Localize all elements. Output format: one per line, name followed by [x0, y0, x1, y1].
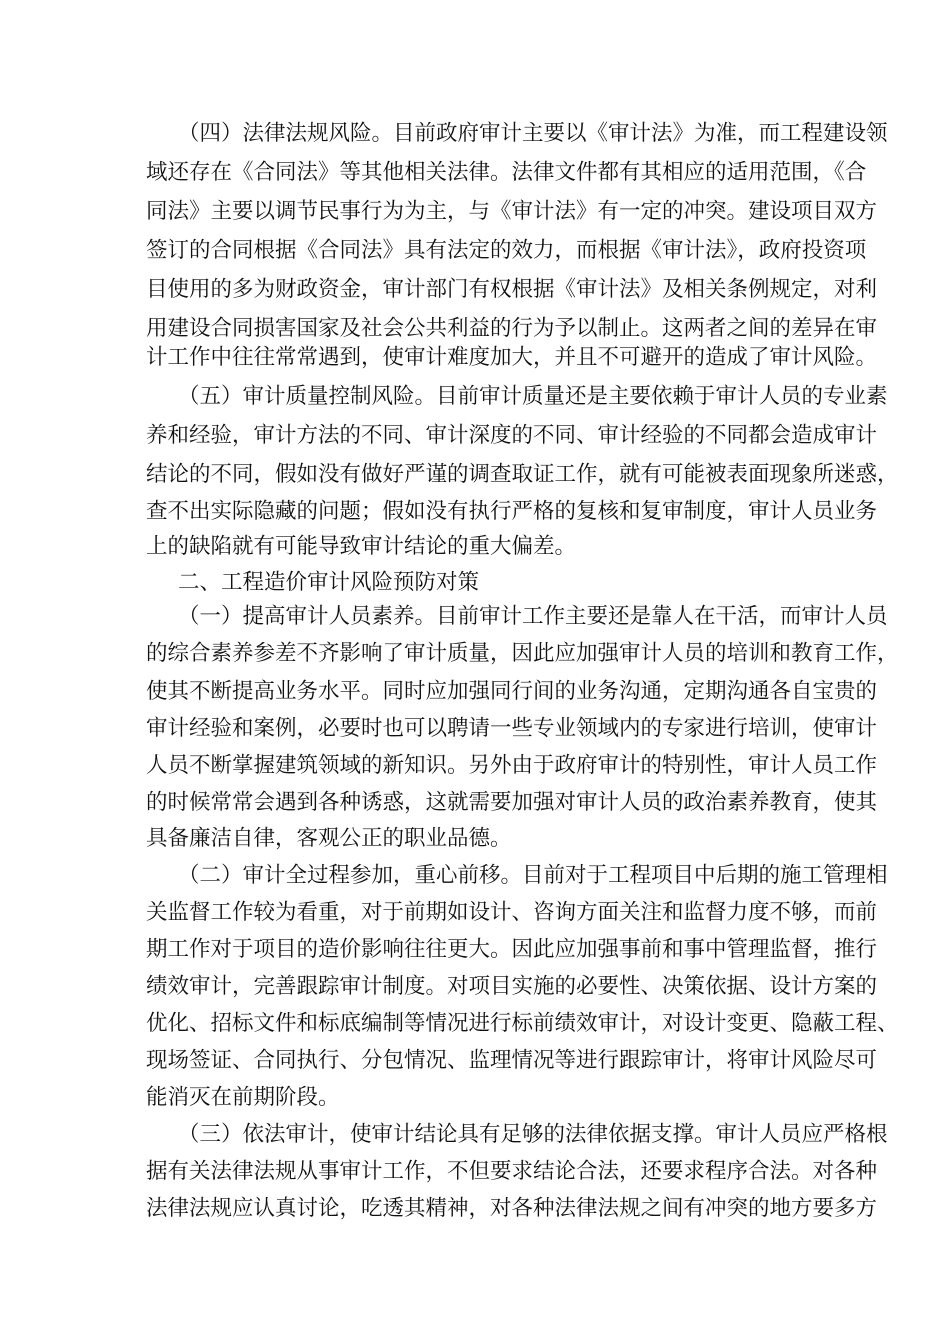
text-line: 同法》主要以调节民事行为为主，与《审计法》有一定的冲突。建设项目双方	[146, 199, 878, 224]
text-line: 上的缺陷就有可能导致审计结论的重大偏差。	[146, 534, 577, 559]
text-line: 期工作对于项目的造价影响往往更大。因此应加强事前和事中管理监督，推行	[146, 937, 878, 962]
text-line: 的综合素养参差不齐影响了审计质量，因此应加强审计人员的培训和教育工作，	[146, 641, 899, 666]
text-line: 绩效审计，完善跟踪审计制度。对项目实施的必要性、决策依据、设计方案的	[146, 974, 878, 999]
text-line: 结论的不同，假如没有做好严谨的调查取证工作，就有可能被表面现象所迷惑，	[146, 462, 899, 487]
text-line: （三）依法审计，使审计结论具有足够的法律依据支撑。审计人员应严格根	[178, 1122, 888, 1147]
text-line: （二）审计全过程参加，重心前移。目前对于工程项目中后期的施工管理相	[178, 863, 888, 888]
text-line: （五）审计质量控制风险。目前审计质量还是主要依赖于审计人员的专业素	[178, 384, 888, 409]
text-line: 的时候常常会遇到各种诱惑，这就需要加强对审计人员的政治素养教育，使其	[146, 790, 878, 815]
text-line: 计工作中往往常常遇到，使审计难度加大，并且不可避开的造成了审计风险。	[146, 345, 878, 370]
text-line: 签订的合同根据《合同法》具有法定的效力，而根据《审计法》，政府投资项	[146, 238, 867, 263]
text-line: 具备廉洁自律，客观公正的职业品德。	[146, 826, 512, 851]
text-line: 优化、招标文件和标底编制等情况进行标前绩效审计，对设计变更、隐蔽工程、	[146, 1011, 899, 1036]
text-line: 据有关法律法规从事审计工作，不但要求结论合法，还要求程序合法。对各种	[146, 1159, 878, 1184]
text-line: 使其不断提高业务水平。同时应加强同行间的业务沟通，定期沟通各自宝贵的	[146, 679, 878, 704]
section-heading: 二、工程造价审计风险预防对策	[178, 570, 480, 595]
text-line: 法律法规应认真讨论，吃透其精神，对各种法律法规之间有冲突的地方要多方	[146, 1196, 878, 1221]
text-line: 用建设合同损害国家及社会公共利益的行为予以制止。这两者之间的差异在审	[146, 316, 878, 341]
text-line: 目使用的多为财政资金，审计部门有权根据《审计法》及相关条例规定，对利	[146, 277, 878, 302]
text-line: 现场签证、合同执行、分包情况、监理情况等进行跟踪审计，将审计风险尽可	[146, 1048, 878, 1073]
text-line: （一）提高审计人员素养。目前审计工作主要还是靠人在干活，而审计人员	[178, 604, 888, 629]
text-line: 域还存在《合同法》等其他相关法律。法律文件都有其相应的适用范围，《合	[146, 160, 867, 185]
text-line: 养和经验，审计方法的不同、审计深度的不同、审计经验的不同都会造成审计	[146, 423, 878, 448]
text-line: 能消灭在前期阶段。	[146, 1085, 340, 1110]
text-line: 关监督工作较为看重，对于前期如设计、咨询方面关注和监督力度不够，而前	[146, 900, 878, 925]
text-line: （四）法律法规风险。目前政府审计主要以《审计法》为准，而工程建设领	[178, 121, 888, 146]
text-line: 人员不断掌握建筑领域的新知识。另外由于政府审计的特别性，审计人员工作	[146, 753, 878, 778]
text-line: 查不出实际隐藏的问题；假如没有执行严格的复核和复审制度，审计人员业务	[146, 499, 878, 524]
text-line: 审计经验和案例，必要时也可以聘请一些专业领域内的专家进行培训，使审计	[146, 716, 878, 741]
